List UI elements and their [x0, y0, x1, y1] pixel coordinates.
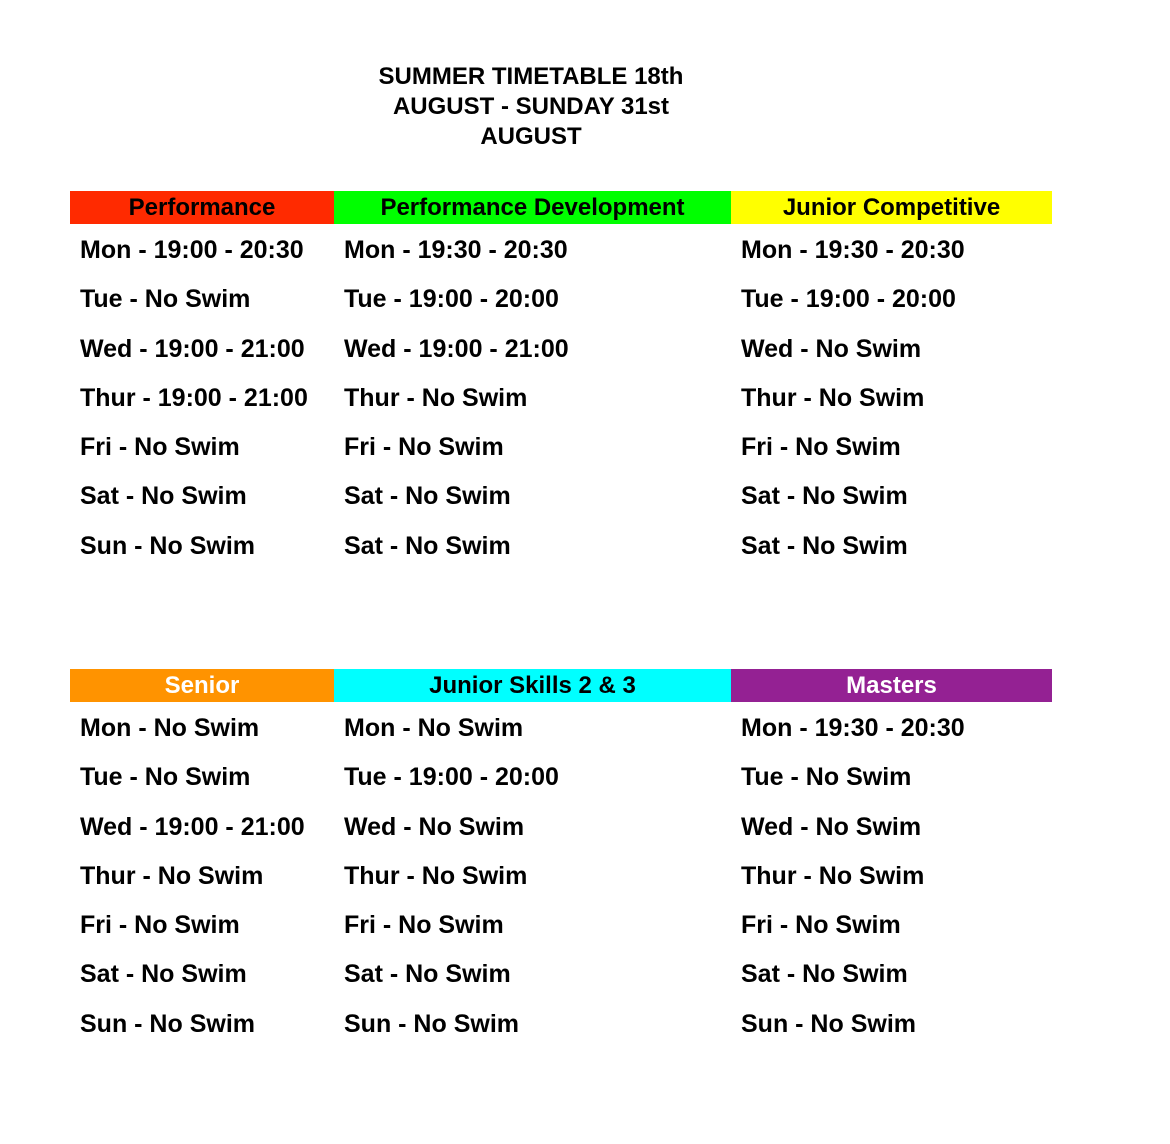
squad-header: Performance Development [334, 191, 731, 224]
schedule-entry: Wed - No Swim [741, 334, 922, 363]
title-line-2: AUGUST - SUNDAY 31st [392, 93, 670, 120]
schedule-entry: Tue - No Swim [80, 285, 251, 314]
schedule-entry: Fri - No Swim [741, 911, 901, 940]
schedule-entry: Wed - No Swim [741, 812, 922, 841]
header-row [70, 191, 1052, 224]
schedule-entry: Sat - No Swim [344, 531, 511, 560]
schedule-entry: Fri - No Swim [80, 911, 240, 940]
schedule-entry: Sun - No Swim [344, 1009, 519, 1038]
schedule-entry: Sat - No Swim [741, 960, 908, 989]
squad-schedule-column [334, 702, 731, 1051]
schedule-entry: Sat - No Swim [741, 531, 908, 560]
schedule-entry: Sat - No Swim [80, 960, 247, 989]
schedule-entry: Fri - No Swim [344, 433, 504, 462]
schedule-entry: Thur - 19:00 - 21:00 [80, 383, 308, 412]
schedule-entry: Sat - No Swim [344, 960, 511, 989]
schedule-entry: Wed - 19:00 - 21:00 [80, 334, 305, 363]
schedule-entry: Tue - 19:00 - 20:00 [741, 285, 956, 314]
schedule-entry: Sat - No Swim [344, 482, 511, 511]
schedule-entry: Thur - No Swim [741, 861, 925, 890]
schedule-entry: Thur - No Swim [344, 383, 528, 412]
schedule-entry: Thur - No Swim [80, 861, 264, 890]
schedule-entry: Fri - No Swim [741, 433, 901, 462]
squad-schedule-column [70, 702, 334, 1051]
squad-schedule-column [731, 224, 1052, 573]
schedule-entry: Wed - No Swim [344, 812, 525, 841]
schedule-entry: Tue - No Swim [741, 763, 912, 792]
squad-header: Senior [70, 669, 334, 702]
schedule-entry: Thur - No Swim [741, 383, 925, 412]
schedule-entry: Wed - 19:00 - 21:00 [80, 812, 305, 841]
squad-header: Junior Skills 2 & 3 [334, 669, 731, 702]
squad-schedule-column [70, 224, 334, 573]
timetable-group-2 [70, 669, 1052, 1051]
schedule-entry: Tue - 19:00 - 20:00 [344, 763, 559, 792]
schedule-entry: Fri - No Swim [344, 911, 504, 940]
schedule-entry: Sun - No Swim [80, 1009, 255, 1038]
squad-header: Performance [70, 191, 334, 224]
schedule-entry: Sun - No Swim [741, 1009, 916, 1038]
header-row [70, 669, 1052, 702]
schedule-entry: Sat - No Swim [741, 482, 908, 511]
schedule-entry: Fri - No Swim [80, 433, 240, 462]
schedule-entry: Wed - 19:00 - 21:00 [344, 334, 569, 363]
schedule-entry: Tue - 19:00 - 20:00 [344, 285, 559, 314]
schedule-entry: Sun - No Swim [80, 531, 255, 560]
schedule-rows [70, 224, 1052, 573]
squad-schedule-column [334, 224, 731, 573]
squad-schedule-column [731, 702, 1052, 1051]
squad-header: Masters [731, 669, 1052, 702]
schedule-entry: Mon - No Swim [344, 714, 524, 742]
squad-header: Junior Competitive [731, 191, 1052, 224]
schedule-entry: Mon - 19:30 - 20:30 [344, 236, 568, 264]
schedule-entry: Mon - 19:30 - 20:30 [741, 236, 965, 264]
timetable-group-1 [70, 191, 1052, 573]
schedule-entry: Mon - No Swim [80, 714, 260, 742]
schedule-entry: Sat - No Swim [80, 482, 247, 511]
title-line-1: SUMMER TIMETABLE 18th [378, 63, 684, 90]
schedule-entry: Thur - No Swim [344, 861, 528, 890]
title-line-3: AUGUST [480, 123, 582, 150]
schedule-rows [70, 702, 1052, 1051]
page-title [340, 62, 722, 152]
schedule-entry: Tue - No Swim [80, 763, 251, 792]
schedule-entry: Mon - 19:30 - 20:30 [741, 714, 965, 742]
schedule-entry: Mon - 19:00 - 20:30 [80, 236, 304, 264]
